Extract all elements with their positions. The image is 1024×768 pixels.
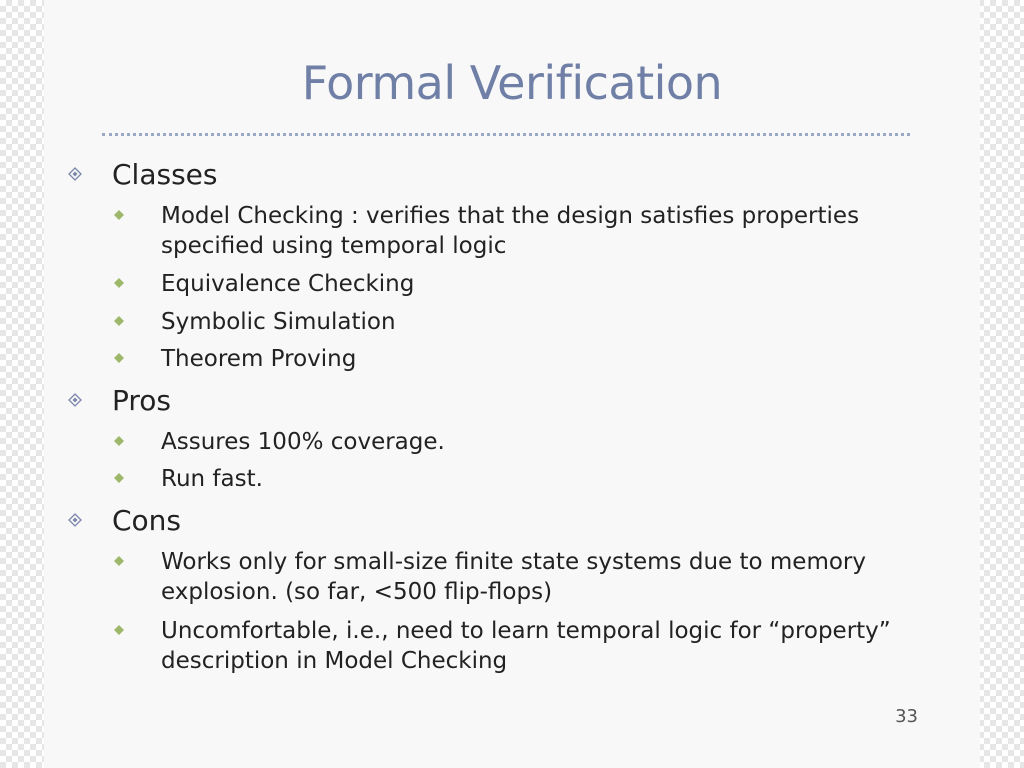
section-heading: Classes (112, 158, 218, 191)
diamond-icon (114, 556, 124, 566)
list-item-text: Assures 100% coverage. (161, 429, 445, 455)
diamond-outline-icon (68, 167, 82, 181)
diamond-icon (114, 210, 124, 220)
section-heading: Pros (112, 384, 172, 417)
list-item-text: Theorem Proving (161, 346, 357, 372)
diamond-icon (114, 278, 124, 288)
list-item-text: Run fast. (161, 466, 263, 492)
diamond-icon (114, 473, 124, 483)
page-number: 33 (895, 706, 918, 727)
title-divider (102, 133, 910, 136)
diamond-outline-icon (68, 513, 82, 527)
slide (44, 0, 980, 768)
diamond-icon (114, 625, 124, 635)
diamond-icon (114, 353, 124, 363)
diamond-outline-icon (68, 393, 82, 407)
diamond-icon (114, 436, 124, 446)
list-item-text: Model Checking : verifies that the design satisfies properties specified using temporal logic (161, 203, 860, 259)
section-heading: Cons (112, 504, 182, 537)
list-item-text: Works only for small-size finite state systems due to memory explosion. (so far, <500 flip-flops) (161, 549, 866, 605)
list-item-text: Symbolic Simulation (161, 309, 396, 335)
diamond-icon (114, 316, 124, 326)
list-item-text: Uncomfortable, i.e., need to learn temporal logic for “property” description in Model Checking (161, 618, 891, 674)
slide-title: Formal Verification (301, 56, 723, 110)
list-item-text: Equivalence Checking (161, 271, 415, 297)
